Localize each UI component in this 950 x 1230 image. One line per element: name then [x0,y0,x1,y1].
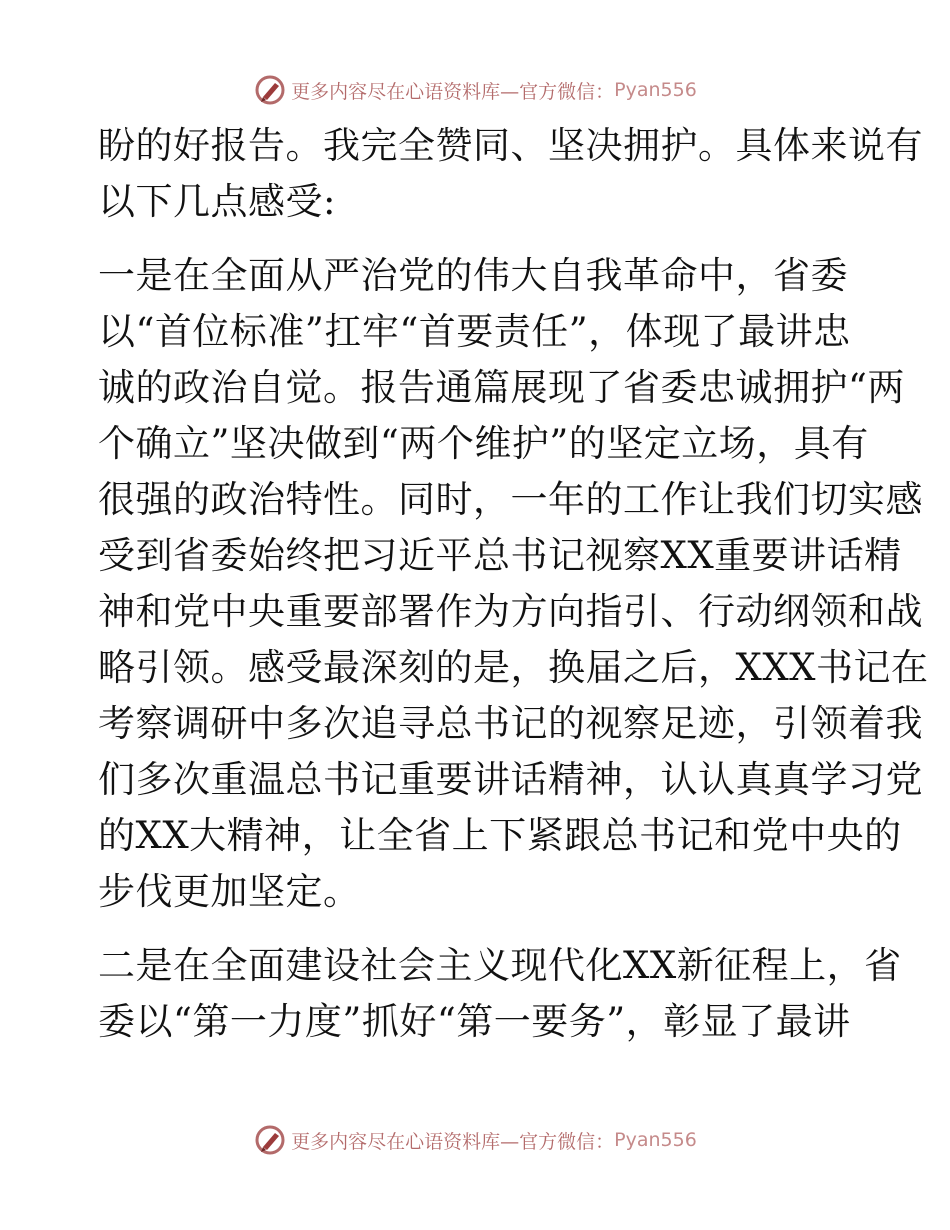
text-line: 步伐更加坚定。 [98,870,361,913]
watermark-text: 更多内容尽在心语资料库—官方微信： [291,1130,615,1153]
watermark-text: 更多内容尽在心语资料库—官方微信： [291,80,615,103]
text-line: 考察调研中多次追寻总书记的视察足迹，引领着我 [98,702,923,745]
watermark-account: Pyan556 [614,1129,697,1151]
text-line: 二是在全面建设社会主义现代化XX新征程上，省 [98,944,902,987]
document-body [98,118,929,1050]
text-line: 们多次重温总书记重要讲话精神，认认真真学习党 [98,758,923,801]
header-watermark [0,70,950,110]
text-line: 以下几点感受: [98,180,336,223]
watermark-account: Pyan556 [614,79,697,101]
text-line: 诚的政治自觉。报告通篇展现了省委忠诚拥护“两 [98,366,905,409]
text-line: 盼的好报告。我完全赞同、坚决拥护。具体来说有 [98,124,923,167]
text-line: 受到省委始终把习近平总书记视察XX重要讲话精 [98,534,902,577]
text-line: 个确立”坚决做到“两个维护”的坚定立场，具有 [98,422,869,465]
text-line: 的XX大精神，让全省上下紧跟总书记和党中央的 [98,814,902,857]
paragraph [98,938,902,1050]
text-line: 神和党中央重要部署作为方向指引、行动纲领和战 [98,590,923,633]
footer-watermark [0,1120,950,1160]
text-line: 一是在全面从严治党的伟大自我革命中，省委 [98,254,848,297]
pen-logo-icon [253,73,287,107]
paragraph [98,248,929,920]
text-line: 很强的政治特性。同时，一年的工作让我们切实感 [98,478,923,521]
pen-logo-icon [253,1123,287,1157]
paragraph [98,118,923,230]
text-line: 以“首位标准”扛牢“首要责任”，体现了最讲忠 [98,310,851,353]
text-line: 委以“第一力度”抓好“第一要务”，彰显了最讲 [98,1000,851,1043]
text-line: 略引领。感受最深刻的是，换届之后，XXX书记在 [98,646,929,689]
